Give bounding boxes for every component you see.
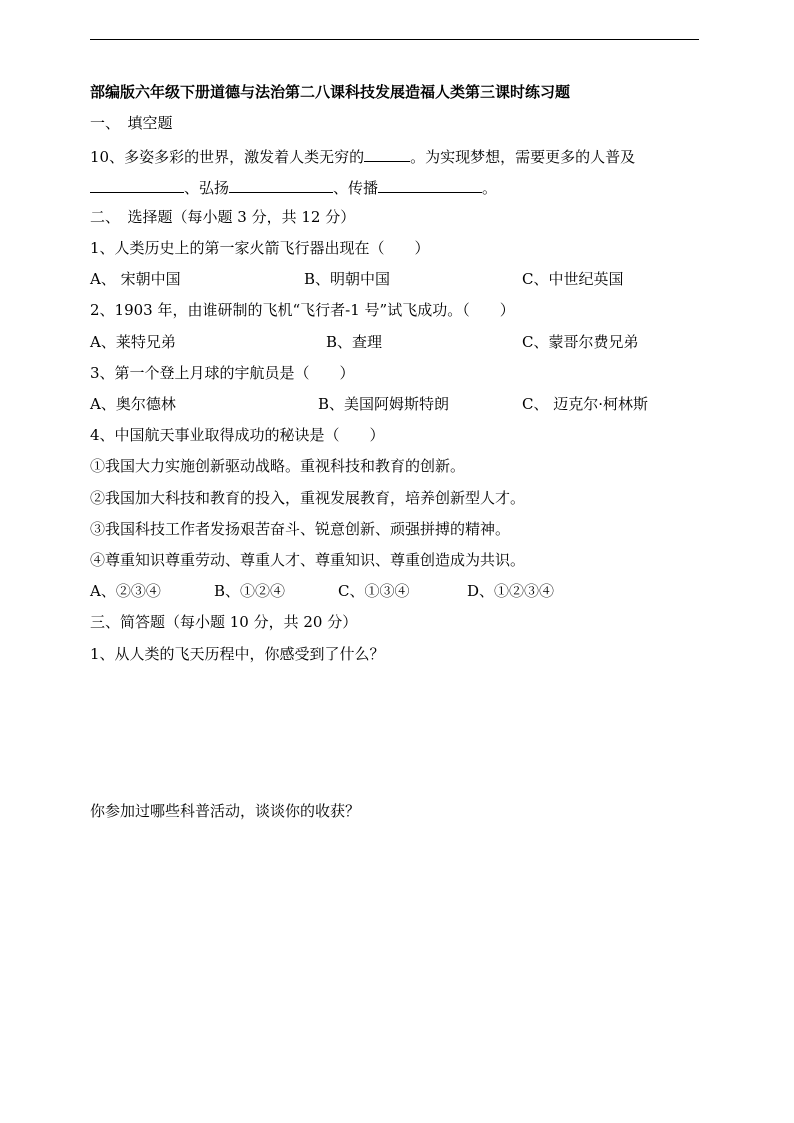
q4-statement-1: ①我国大力实施创新驱动战略。重视科技和教育的创新。 <box>90 457 466 475</box>
choice-question-1: 1、人类历史上的第一家火箭飞行器出现在（ ） <box>90 239 430 257</box>
q1-option-a[interactable]: A、 宋朝中国 <box>90 270 181 288</box>
header-rule <box>90 39 699 40</box>
q2-option-a[interactable]: A、莱特兄弟 <box>90 333 176 351</box>
fill-question-10-line1 <box>90 145 635 165</box>
q3-option-b[interactable]: B、美国阿姆斯特朗 <box>318 395 450 413</box>
fill-text: 。为实现梦想，需要更多的人普及 <box>410 148 636 166</box>
q4-option-c[interactable]: C、①③④ <box>338 582 410 600</box>
worksheet-title: 部编版六年级下册道德与法治第二八课科技发展造福人类第三课时练习题 <box>90 83 571 101</box>
q3-option-c[interactable]: C、 迈克尔·柯林斯 <box>522 395 649 413</box>
section1-heading: 一、 填空题 <box>90 114 173 132</box>
q4-option-a[interactable]: A、②③④ <box>90 582 161 600</box>
q4-statement-3: ③我国科技工作者发扬艰苦奋斗、锐意创新、顽强拼搏的精神。 <box>90 520 511 538</box>
short-answer-question-2: 你参加过哪些科普活动，谈谈你的收获？ <box>90 802 361 820</box>
answer-blank[interactable] <box>90 176 184 193</box>
answer-blank[interactable] <box>229 176 333 193</box>
answer-blank[interactable] <box>364 145 410 162</box>
q1-option-b[interactable]: B、明朝中国 <box>304 270 391 288</box>
q4-statement-2: ②我国加大科技和教育的投入，重视发展教育，培养创新型人才。 <box>90 489 526 507</box>
short-answer-question-1: 1、从人类的飞天历程中，你感受到了什么？ <box>90 645 385 663</box>
q4-statement-4: ④尊重知识尊重劳动、尊重人才、尊重知识、尊重创造成为共识。 <box>90 551 526 569</box>
q1-option-c[interactable]: C、中世纪英国 <box>522 270 624 288</box>
section3-heading: 三、简答题（每小题 10 分，共 20 分） <box>90 613 358 631</box>
fill-text: 。 <box>482 179 498 197</box>
q2-option-c[interactable]: C、蒙哥尔费兄弟 <box>522 333 639 351</box>
answer-blank[interactable] <box>378 176 482 193</box>
choice-question-3: 3、第一个登上月球的宇航员是（ ） <box>90 364 355 382</box>
q3-option-a[interactable]: A、奥尔德林 <box>90 395 176 413</box>
choice-question-2: 2、1903 年，由谁研制的飞机“飞行者-1 号”试飞成功。（ ） <box>90 301 515 319</box>
q2-option-b[interactable]: B、查理 <box>326 333 383 351</box>
choice-question-4: 4、中国航天事业取得成功的秘诀是（ ） <box>90 426 385 444</box>
fill-text: 、传播 <box>333 179 379 197</box>
section2-heading: 二、 选择题（每小题 3 分，共 12 分） <box>90 208 356 226</box>
q4-option-d[interactable]: D、①②③④ <box>467 582 555 600</box>
fill-text: 、弘扬 <box>184 179 230 197</box>
fill-question-10-line2 <box>90 176 497 196</box>
fill-text: 10、多姿多彩的世界，激发着人类无穷的 <box>90 148 365 166</box>
q4-option-b[interactable]: B、①②④ <box>214 582 286 600</box>
